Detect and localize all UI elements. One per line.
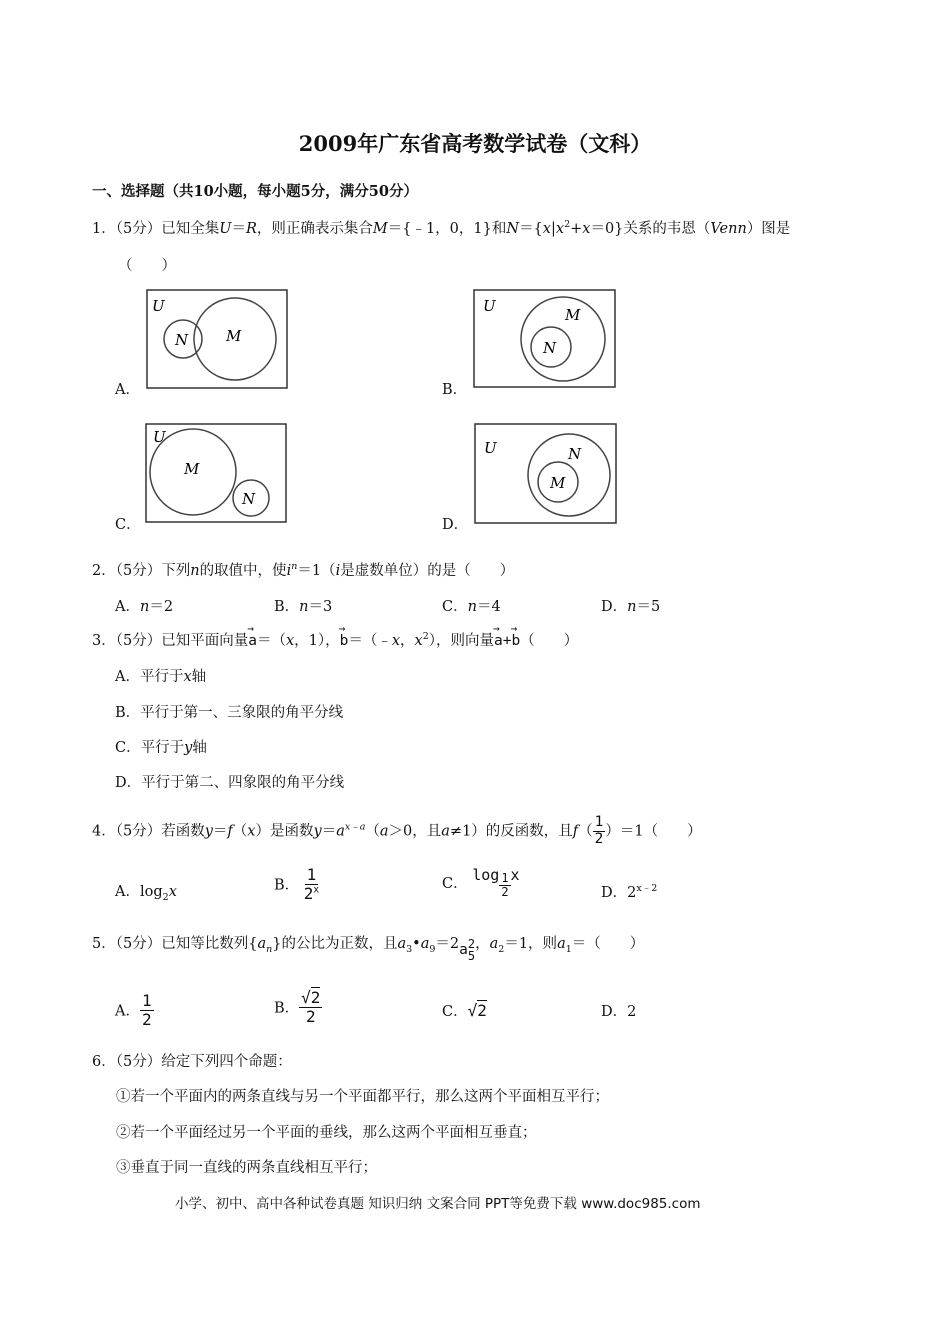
q2-var-i: i [286,563,292,579]
venn-d-u-label: U [484,439,497,457]
q3-vector-a: → a [248,633,257,649]
q2-option-b: B．n＝3 [274,599,333,615]
q4-option-b: B． $\frac{1}{2^x}$ [274,865,320,903]
q2-var-n: n [190,563,200,579]
q2-text-b: 的取值中，使 [199,563,287,579]
venn-a-n-label: N [175,331,189,349]
q5-option-b: B． $\frac{√2}{2}$ [274,988,321,1026]
q1-text: （5分）已知全集 [115,221,220,237]
q1-answer-paren: （ ） [118,258,176,274]
q3-vector-a-sum: → a [494,633,503,649]
q4-half-fraction: $\frac{1}{2}$ [594,814,604,847]
venn-d-n-label: N [568,445,582,463]
q1-option-a-label: A． [115,382,140,398]
q1-eq: ＝ [231,221,246,237]
q1-var-m: M [372,221,388,237]
question-3: 3．（5分）已知平面向量→ a＝（x，1），→ b＝（﹣x，$x^2$），则向量→ a+→ b（ ） [92,629,578,650]
venn-a-m-label: M [226,327,242,345]
q2-text-c: ＝1（ [297,563,336,579]
q1-bar: | [550,221,556,237]
q5-option-a: A． $\frac{1}{2}$ [115,991,152,1029]
q1-x2: x [555,221,565,237]
q1-x1: x [542,221,551,237]
footer-text: 小学、初中、高中各种试卷真题 知识归纳 文案合同 PPT等免费下载 www.doc985.com [175,1196,701,1212]
q1-option-d-label: D． [442,517,469,533]
question-1 [92,217,790,238]
page-title: 2009年广东省高考数学试卷（文科） [298,131,652,156]
q6-proposition-1: ①若一个平面内的两条直线与另一个平面都平行，那么这两个平面相互平行； [116,1089,609,1105]
venn-c-m-label: M [184,460,200,478]
q3-option-c: C．平行于y轴 [115,740,207,756]
question-6: 6．（5分）给定下列四个命题： [92,1054,292,1070]
q1-option-c-label: C． [115,517,141,533]
question-2 [92,559,514,580]
q5-a5-squared: a 2 5 [459,937,476,963]
q4-exponent: x﹣a [344,821,366,833]
venn-a-u-label: U [152,297,165,315]
question-4: 4．（5分）若函数y＝f（x）是函数$y=a^{x﹣a}(a>0$，且a≠1）的反函数，且f（ $\frac{1}{2}$ ）＝1（ ） [92,814,702,847]
q1-text-b: ，则正确表示集合 [256,221,373,237]
q3-number: 3． [92,633,116,649]
q2-text-d: 是虚数单位）的是（ ） [340,563,515,579]
q3-option-a: A．平行于x轴 [115,669,207,685]
question-5: 5．（5分）已知等比数列$\{a_n\}$的公比为正数，且$a_3•a_9=2a$ 2 5 ，$a_2=1$，则$a_1=$（ ） [92,936,645,963]
q1-var-r: R [245,221,257,237]
q1-option-b-label: B． [442,382,468,398]
q1-number: 1． [92,221,116,237]
venn-diagram-a [146,289,288,389]
q1-set-n: ＝{ [519,221,543,237]
q4-option-c: C． log $\frac{1}{2}$ x [442,866,520,900]
q2-text: （5分）下列 [115,563,191,579]
venn-diagram-c [145,423,287,523]
venn-c-n-label: N [242,490,256,508]
venn-b-n-label: N [543,339,557,357]
q4-option-a: A．$\log_2x$ [115,884,177,903]
venn-diagram-d [474,423,617,524]
venn-diagram-b [473,289,616,388]
q1-venn: Venn [710,221,747,237]
q6-number: 6． [92,1054,116,1070]
q4-option-d: D．$2^{x﹣2}$ [601,883,658,901]
q2-sup-n: n [291,561,298,573]
q3-option-d: D．平行于第二、四象限的角平分线 [115,775,345,791]
venn-d-m-label: M [550,474,566,492]
q1-set-m: ＝{﹣1，0，1}和 [387,221,507,237]
q2-option-c: C．n＝4 [442,599,501,615]
q1-var-n: N [506,221,520,237]
q3-vector-b: → b [340,633,349,649]
q1-var-u: U [219,221,232,237]
q1-x3: x [582,221,591,237]
q5-option-d: D．2 [601,1004,637,1020]
q1-plus: + [570,221,583,237]
q6-proposition-2: ②若一个平面经过另一个平面的垂线，那么这两个平面相互垂直； [116,1125,537,1141]
q3-option-b: B．平行于第一、三象限的角平分线 [115,705,344,721]
q1-sup2: 2 [564,219,571,231]
venn-b-m-label: M [565,306,581,324]
q2-option-d: D．n＝5 [601,599,661,615]
q5-option-c: C．√2 [442,1001,487,1020]
q2-var-i2: i [335,563,341,579]
section-heading: 一、选择题（共10小题，每小题5分，满分50分） [92,183,418,200]
q3-vector-b-sum: → b [512,633,521,649]
venn-c-u-label: U [153,428,166,446]
q4-number: 4． [92,823,116,840]
q3-text: （5分）已知平面向量 [115,633,249,649]
q6-proposition-3: ③垂直于同一直线的两条直线相互平行； [116,1160,377,1176]
q5-number: 5． [92,936,116,952]
q2-number: 2． [92,563,116,579]
q1-set-n-b: ＝0}关系的韦恩（ [590,221,711,237]
venn-b-u-label: U [483,297,496,315]
q1-text-c: ）图是 [746,221,791,237]
q2-option-a: A．n＝2 [115,599,174,615]
